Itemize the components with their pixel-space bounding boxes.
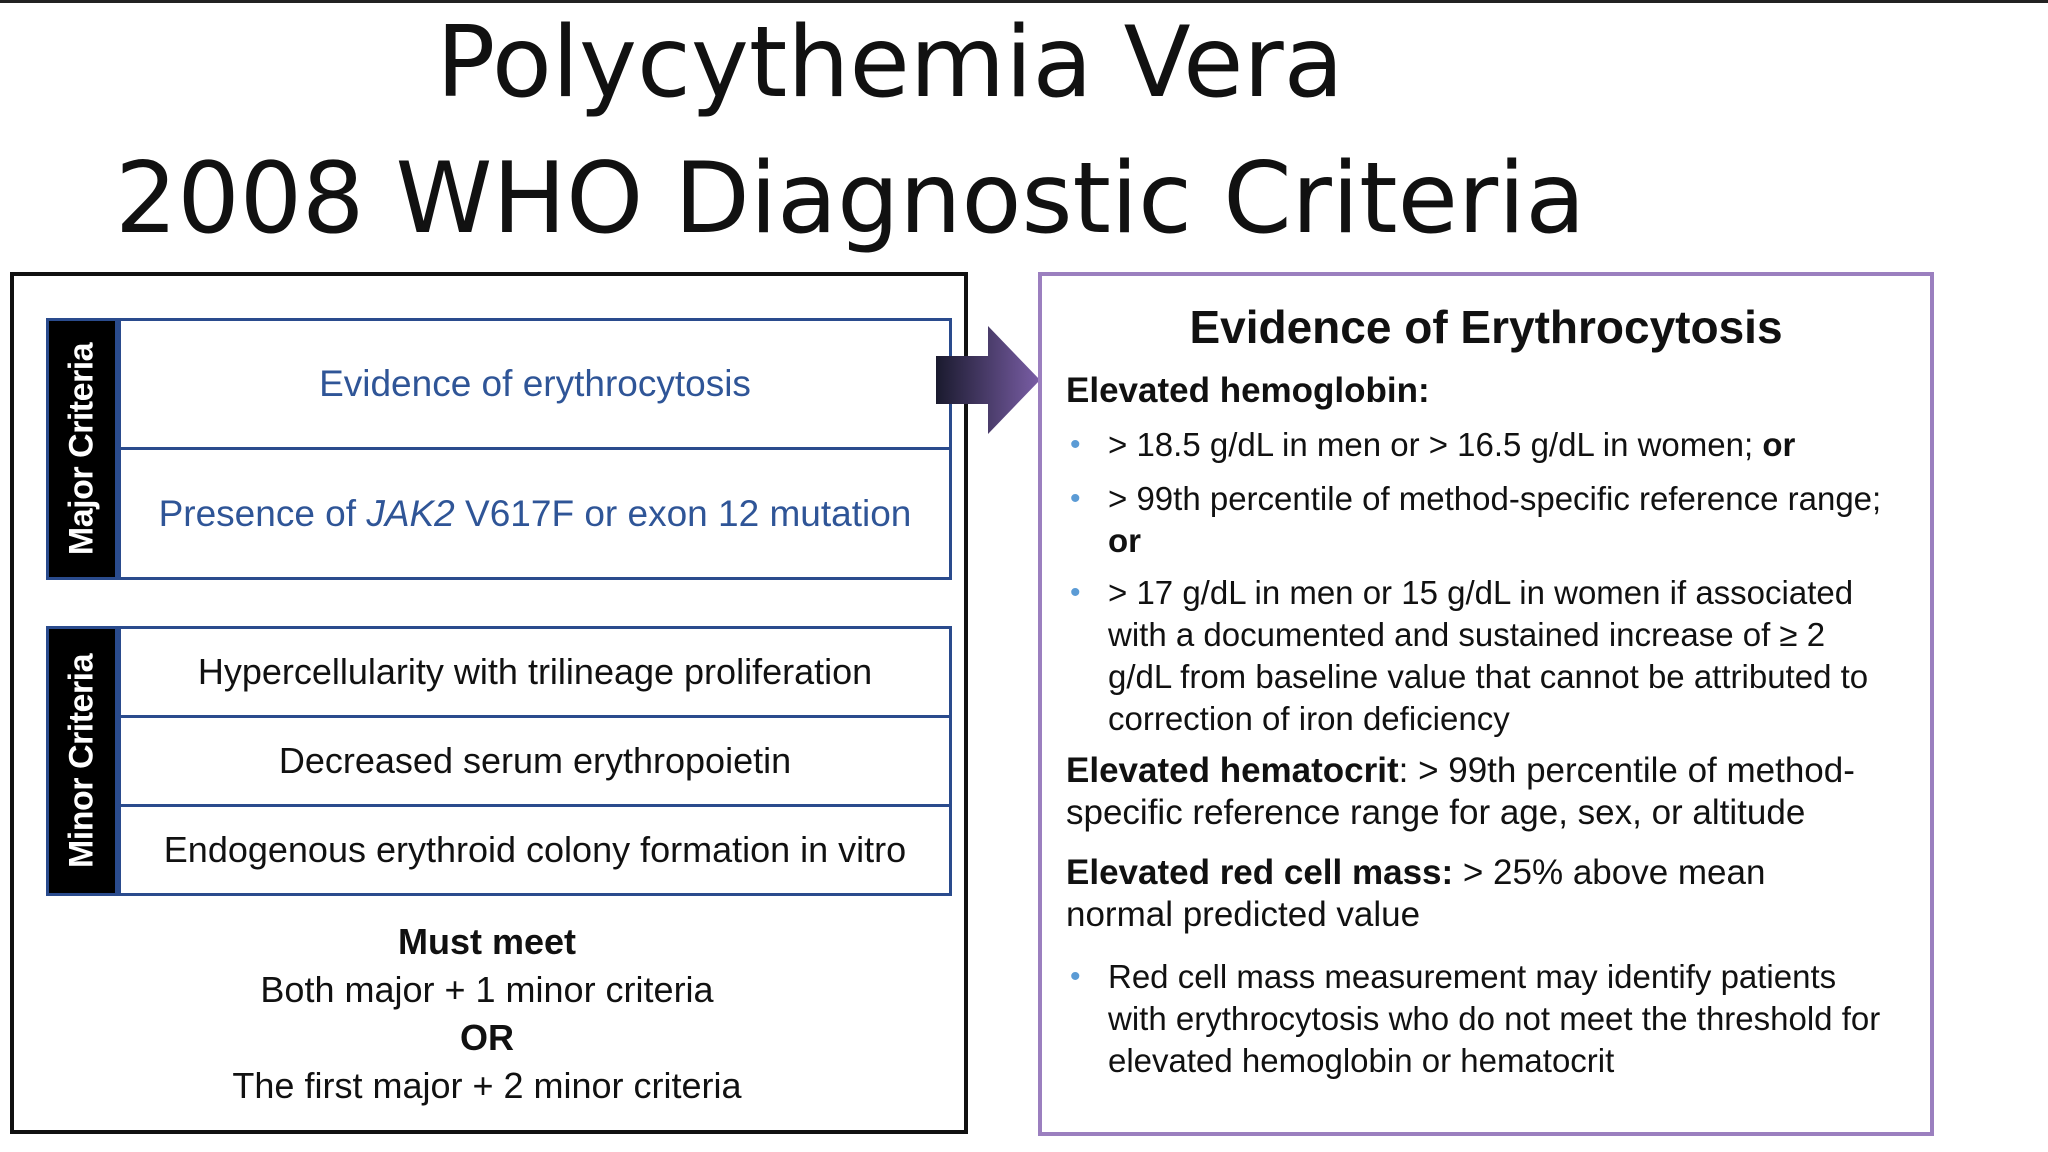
must-meet-or: OR — [460, 1017, 514, 1058]
bullet-3-line-4: correction of iron deficiency — [1108, 700, 1510, 737]
bullet-1-or: or — [1762, 426, 1796, 463]
major-criteria-group — [46, 318, 952, 580]
must-meet-block — [0, 918, 974, 1110]
bullet-dot: • — [1070, 576, 1081, 609]
hematocrit-paragraph — [1066, 750, 1920, 834]
major-criterion-2 — [118, 447, 952, 580]
minor-criterion-2-text: Decreased serum erythropoietin — [278, 740, 792, 781]
red-cell-mass-paragraph — [1066, 852, 1920, 936]
major-criterion-2-post: V617F or exon 12 mutation — [454, 492, 912, 534]
red-cell-mass-text-2: normal predicted value — [1066, 895, 1421, 934]
slide-title-line-2: 2008 WHO Diagnostic Criteria — [115, 142, 1586, 256]
evidence-title: Evidence of Erythrocytosis — [1189, 301, 1783, 353]
bullet-dot: • — [1070, 960, 1081, 993]
bullet-4-line-1: Red cell mass measurement may identify patients — [1108, 958, 1837, 995]
bullet-3-line-3: g/dL from baseline value that cannot be attributed to — [1108, 658, 1869, 695]
bullet-hemoglobin-1 — [1066, 424, 1920, 466]
red-cell-mass-text-1: > 25% above mean — [1453, 853, 1766, 892]
hemoglobin-heading-text: Elevated hemoglobin: — [1066, 371, 1430, 410]
hemoglobin-heading — [1066, 370, 1920, 412]
minor-criterion-1 — [118, 626, 952, 718]
minor-criteria-label-text: Minor Criteria — [62, 653, 101, 869]
minor-criteria-label — [46, 626, 118, 896]
major-criterion-1-text: Evidence of erythrocytosis — [319, 363, 751, 404]
major-criteria-rows — [118, 318, 952, 580]
bullet-hemoglobin-2 — [1066, 478, 1920, 562]
red-cell-mass-heading: Elevated red cell mass: — [1066, 853, 1454, 892]
evidence-panel — [1038, 272, 1934, 1136]
major-criteria-label-text: Major Criteria — [62, 342, 101, 556]
bullet-red-cell-mass — [1066, 956, 1920, 1082]
bullet-dot: • — [1070, 428, 1081, 461]
slide-title-line-1: Polycythemia Vera — [436, 6, 1344, 120]
must-meet-line-2: The first major + 2 minor criteria — [232, 1065, 742, 1106]
bullet-3-line-1: > 17 g/dL in men or 15 g/dL in women if associated — [1108, 574, 1854, 611]
bullet-2-text: > 99th percentile of method-specific reference range; — [1108, 480, 1882, 517]
right-arrow-icon — [936, 326, 1040, 434]
bullet-4-line-2: with erythrocytosis who do not meet the threshold for — [1108, 1000, 1881, 1037]
minor-criterion-3 — [118, 804, 952, 896]
must-meet-line-1: Both major + 1 minor criteria — [260, 969, 714, 1010]
major-criterion-1 — [118, 318, 952, 450]
bullet-1-text: > 18.5 g/dL in men or > 16.5 g/dL in women; — [1108, 426, 1763, 463]
bullet-2-or: or — [1108, 522, 1141, 559]
major-criteria-label — [46, 318, 118, 580]
bullet-3-line-2: with a documented and sustained increase of ≥ 2 — [1108, 616, 1826, 653]
minor-criterion-2 — [118, 715, 952, 807]
bullet-dot: • — [1070, 482, 1081, 515]
hematocrit-text-2: specific reference range for age, sex, or altitude — [1066, 793, 1806, 832]
major-criterion-2-text — [159, 493, 912, 535]
hematocrit-heading: Elevated hematocrit — [1066, 751, 1399, 790]
minor-criterion-1-text: Hypercellularity with trilineage proliferation — [197, 651, 873, 692]
jak2-gene-name: JAK2 — [366, 492, 455, 534]
top-rule — [0, 0, 2048, 3]
minor-criteria-group — [46, 626, 952, 896]
bullet-4-line-3: elevated hemoglobin or hematocrit — [1108, 1042, 1615, 1079]
bullet-hemoglobin-3 — [1066, 572, 1920, 740]
hematocrit-text-1: : > 99th percentile of method- — [1398, 751, 1855, 790]
must-meet-heading: Must meet — [397, 921, 577, 962]
minor-criteria-rows — [118, 626, 952, 896]
major-criterion-2-pre: Presence of — [158, 492, 367, 534]
minor-criterion-3-text: Endogenous erythroid colony formation in vitro — [163, 829, 907, 870]
